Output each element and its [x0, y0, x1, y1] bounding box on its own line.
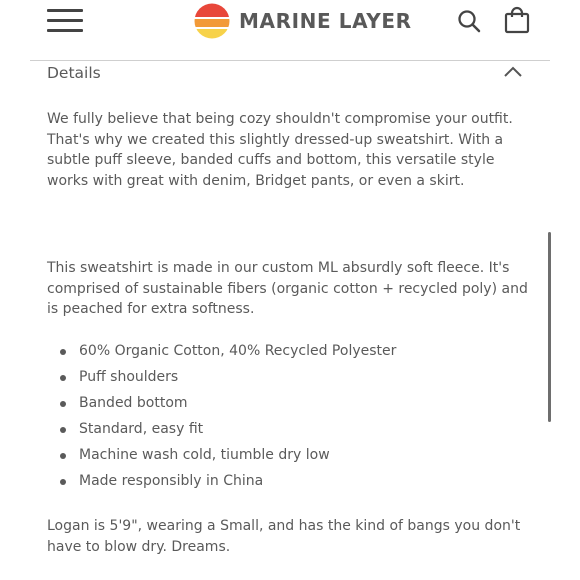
brand-logo[interactable] — [194, 2, 412, 40]
scrollbar[interactable] — [548, 232, 551, 422]
list-item-text: Banded bottom — [79, 395, 188, 411]
fabric-paragraph: This sweatshirt is made in our custom ML absurdly soft fleece. It's comprised of sustainable fibers (organic cotton + recycled poly) and is peached for extra softness. — [47, 260, 528, 317]
list-item — [47, 419, 537, 445]
list-item-text: Made responsibly in China — [79, 473, 264, 489]
header-divider — [30, 60, 550, 61]
list-item — [47, 471, 537, 497]
details-accordion-header[interactable] — [47, 62, 527, 88]
feature-list — [47, 341, 537, 497]
list-item-text: Puff shoulders — [79, 369, 179, 385]
sunset-logo-icon — [194, 3, 230, 39]
list-item — [47, 367, 537, 393]
list-item — [47, 393, 537, 419]
chevron-up-icon[interactable] — [504, 66, 522, 78]
list-item-text: Standard, easy fit — [79, 421, 204, 437]
site-header — [0, 0, 580, 60]
list-item-text: Machine wash cold, tiumble dry low — [79, 447, 330, 463]
list-item — [47, 341, 537, 367]
shopping-bag-icon[interactable] — [503, 6, 531, 34]
list-item — [47, 445, 537, 471]
details-title: Details — [47, 64, 101, 82]
model-info-paragraph: Logan is 5'9", wearing a Small, and has the kind of bangs you don't have to blow dry. Dreams. — [47, 518, 521, 555]
description-paragraph: We fully believe that being cozy shouldn't compromise your outfit. That's why we created this slightly dressed-up sweatshirt. With a subtle puff sleeve, banded cuffs and bottom, this versatile style works with great with denim, Bridget pants, or even a skirt. — [47, 111, 513, 189]
brand-name: MARINE LAYER — [239, 9, 412, 33]
list-item-text: 60% Organic Cotton, 40% Recycled Polyester — [79, 343, 397, 359]
search-icon[interactable] — [457, 9, 481, 33]
hamburger-menu-icon[interactable] — [47, 9, 83, 33]
